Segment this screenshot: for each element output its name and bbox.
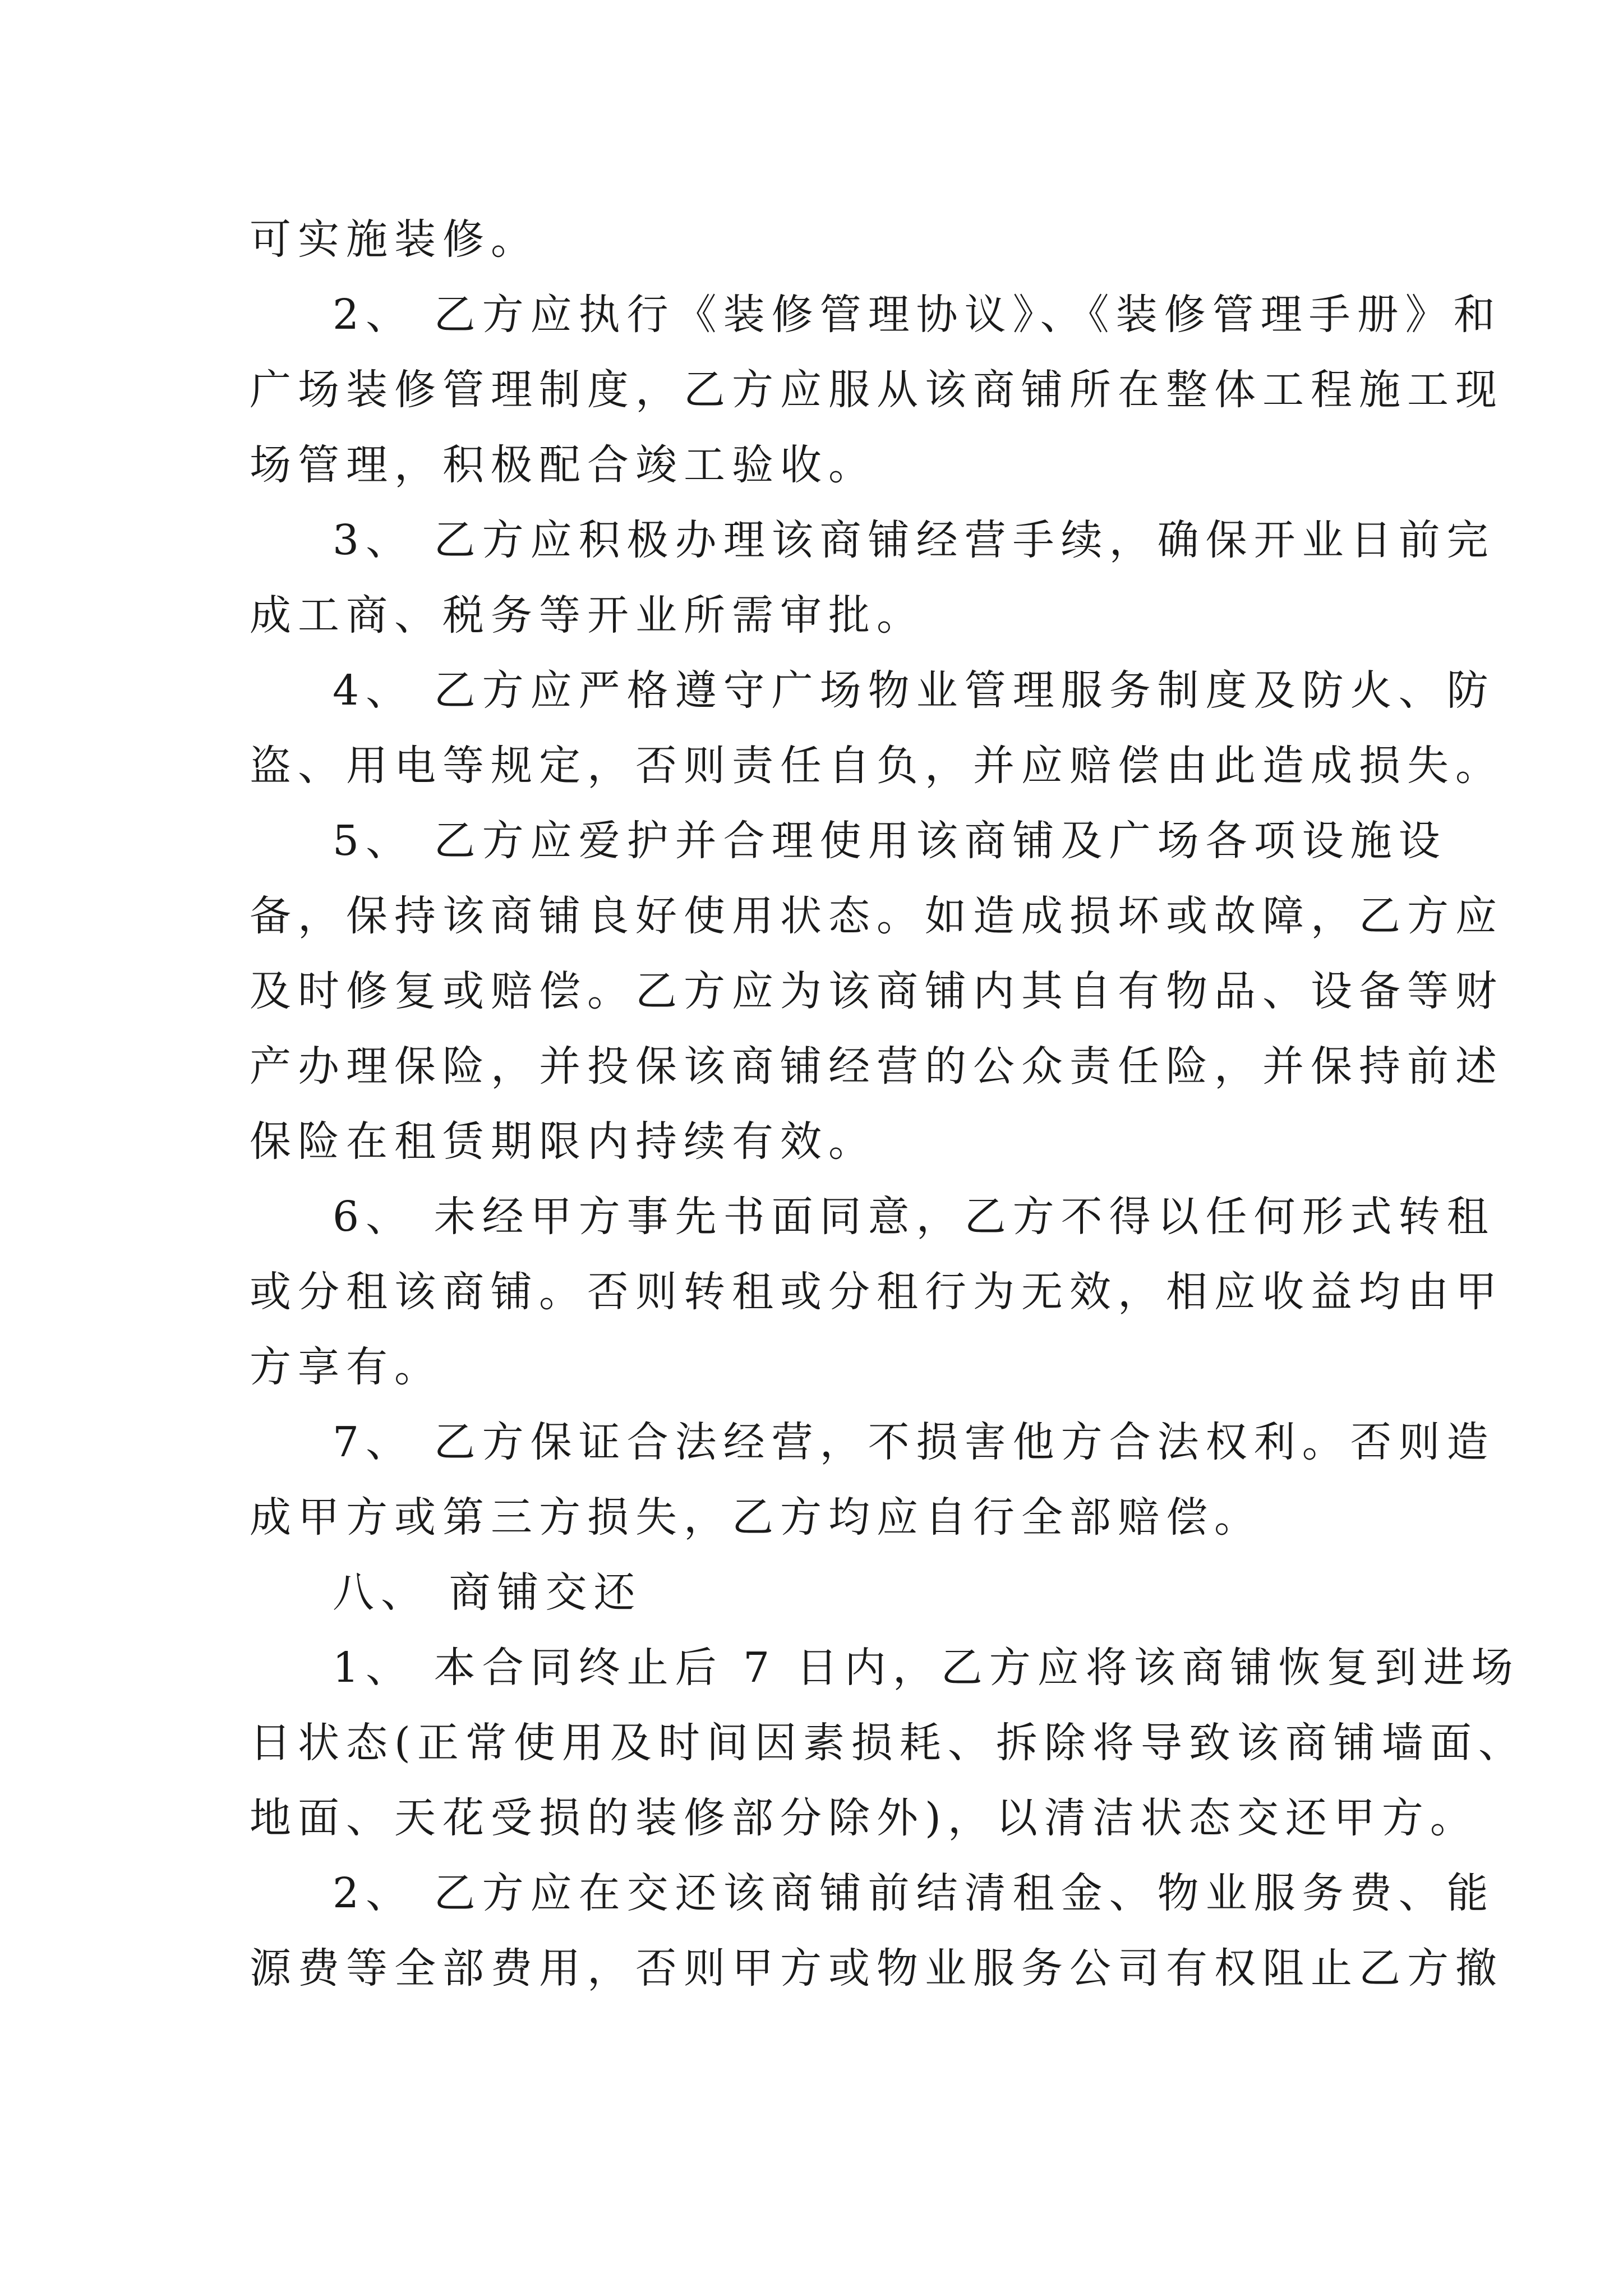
- document-line: 产办理保险，并投保该商铺经营的公众责任险，并保持前述: [250, 1042, 1504, 1091]
- document-line: 场管理，积极配合竣工验收。: [250, 441, 877, 489]
- section-heading: 八、 商铺交还: [333, 1568, 642, 1617]
- document-line: 1、 本合同终止后 7 日内，乙方应将该商铺恢复到进场: [333, 1644, 1520, 1692]
- document-line: 3、 乙方应积极办理该商铺经营手续，确保开业日前完: [333, 516, 1495, 564]
- document-body: [250, 202, 1527, 2006]
- document-line: 6、 未经甲方事先书面同意，乙方不得以任何形式转租: [333, 1193, 1495, 1241]
- document-line: 广场装修管理制度，乙方应服从该商铺所在整体工程施工现: [250, 366, 1504, 414]
- document-line: 或分租该商铺。否则转租或分租行为无效，相应收益均由甲: [250, 1268, 1504, 1316]
- document-line: 及时修复或赔偿。乙方应为该商铺内其自有物品、设备等财: [250, 967, 1504, 1015]
- document-line: 地面、天花受损的装修部分除外)，以清洁状态交还甲方。: [250, 1794, 1478, 1842]
- document-line: 成工商、税务等开业所需审批。: [250, 591, 925, 639]
- document-line: 日状态(正常使用及时间因素损耗、拆除将导致该商铺墙面、: [250, 1719, 1527, 1767]
- document-line: 2、 乙方应在交还该商铺前结清租金、物业服务费、能: [333, 1869, 1495, 1917]
- document-line: 7、 乙方保证合法经营，不损害他方合法权利。否则造: [333, 1418, 1495, 1466]
- document-line: 源费等全部费用，否则甲方或物业服务公司有权阻止乙方撤: [250, 1944, 1504, 1993]
- document-line: 盗、用电等规定，否则责任自负，并应赔偿由此造成损失。: [250, 742, 1504, 790]
- document-line: 方享有。: [250, 1343, 442, 1391]
- document-line: 可实施装修。: [250, 215, 539, 264]
- document-line: 4、 乙方应严格遵守广场物业管理服务制度及防火、防: [333, 666, 1495, 715]
- document-line: 备，保持该商铺良好使用状态。如造成损坏或故障，乙方应: [250, 892, 1504, 940]
- document-line: 成甲方或第三方损失，乙方均应自行全部赔偿。: [250, 1493, 1262, 1542]
- document-line: 保险在租赁期限内持续有效。: [250, 1117, 877, 1166]
- document-line: 2、 乙方应执行《装修管理协议》、《装修管理手册》和: [333, 291, 1502, 339]
- document-line: 5、 乙方应爱护并合理使用该商铺及广场各项设施设: [333, 817, 1447, 865]
